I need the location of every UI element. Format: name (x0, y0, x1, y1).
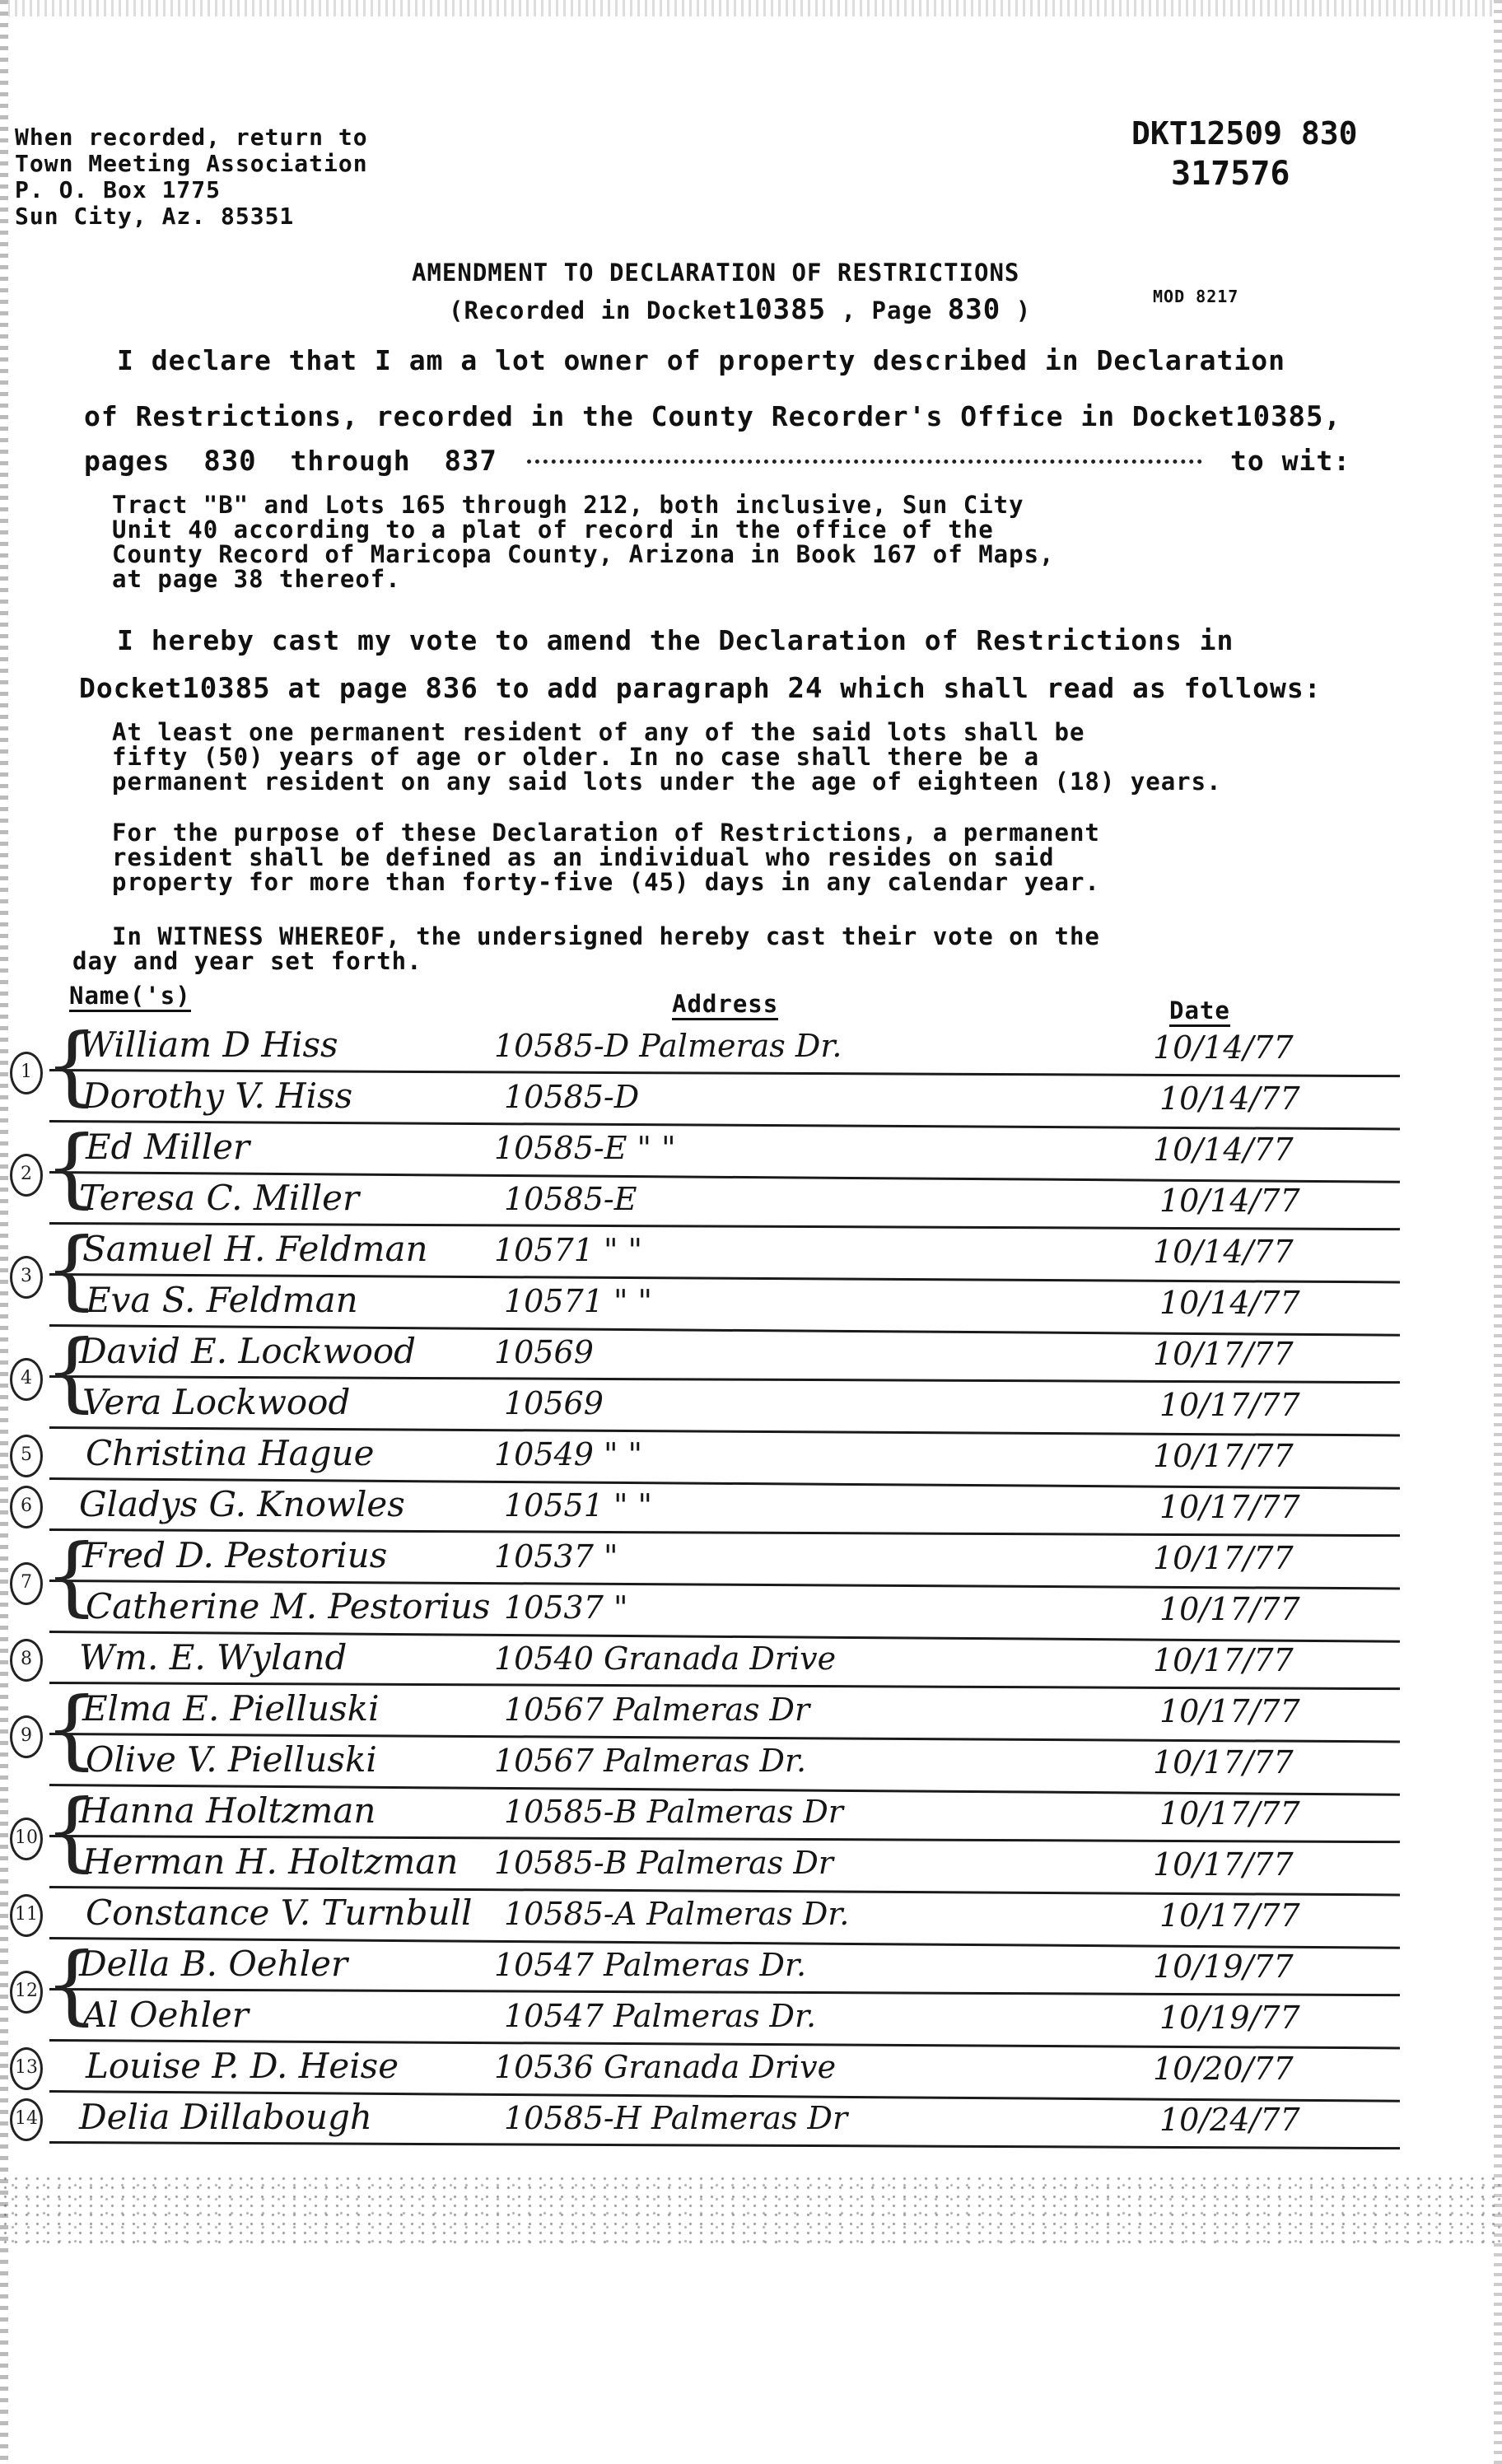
signature-date: 10/19/77 (1153, 1948, 1294, 1985)
signature-name: Delia Dillabough (79, 2097, 372, 2137)
column-date-header: Date (1169, 996, 1230, 1027)
signature-rule (49, 1120, 1400, 1130)
signature-date: 10/17/77 (1153, 1744, 1294, 1780)
signature-name: William D Hiss (79, 1024, 338, 1065)
document-subtitle (449, 293, 1031, 326)
return-to-line-3: P. O. Box 1775 (15, 176, 222, 203)
signature-address: 10571 " " (504, 1283, 652, 1319)
signature-name: Vera Lockwood (82, 1382, 351, 1422)
declaration-line-3 (84, 445, 497, 478)
couple-brace: { (44, 1321, 100, 1421)
signature-date: 10/17/77 (1153, 1540, 1294, 1576)
couple-brace: { (44, 1780, 100, 1881)
recording-number: 317576 (1171, 155, 1290, 193)
scan-noise (0, 2174, 1502, 2248)
group-number-marker: 8 (10, 1639, 43, 1682)
signature-date: 10/20/77 (1153, 2051, 1294, 2087)
signature-address: 10540 Granada Drive (494, 1640, 837, 1677)
scan-edge-right (1494, 0, 1502, 2464)
group-number-marker: 9 (10, 1715, 43, 1758)
para24-line-3: permanent resident on any said lots under the age of eighteen (18) years. (112, 768, 1222, 796)
signature-name: David E. Lockwood (79, 1331, 417, 1371)
definition-line-2: resident shall be defined as an individual who resides on said (112, 843, 1055, 871)
group-number-marker: 10 (10, 1818, 43, 1860)
pages-through: through (290, 445, 411, 477)
signature-address: 10549 " " (494, 1436, 642, 1472)
group-number-marker: 1 (10, 1052, 43, 1094)
signature-date: 10/14/77 (1159, 1183, 1300, 1219)
declaration-line-1: I declare that I am a lot owner of property described in Declaration (117, 344, 1286, 376)
signature-date: 10/17/77 (1159, 1693, 1300, 1729)
signature-address: 10537 " (504, 1589, 628, 1626)
signature-address: 10569 (504, 1385, 604, 1421)
witness-line-2: day and year set forth. (72, 947, 422, 975)
column-name-header: Name('s) (69, 982, 191, 1012)
signature-name: Olive V. Pielluski (86, 1739, 377, 1780)
vote-line-2-end: which shall read as follows: (840, 672, 1322, 704)
signature-address: 10536 Granada Drive (494, 2049, 837, 2085)
return-to-line-1: When recorded, return to (15, 124, 368, 151)
signature-name: Samuel H. Feldman (82, 1229, 428, 1269)
return-to-line-4: Sun City, Az. 85351 (15, 203, 295, 230)
definition-line-3: property for more than forty-five (45) days in any calendar year. (112, 868, 1100, 896)
declaration-line-2 (84, 400, 1341, 433)
signature-address: 10585-B Palmeras Dr (504, 1794, 843, 1830)
signature-address: 10585-E (504, 1181, 637, 1217)
subtitle-page-label: , Page (841, 296, 933, 324)
signature-address: 10585-H Palmeras Dr (504, 2100, 848, 2136)
definition-line-1: For the purpose of these Declaration of Restrictions, a permanent (112, 819, 1100, 847)
para24-line-1: At least one permanent resident of any of the said lots shall be (112, 718, 1085, 746)
signature-date: 10/17/77 (1159, 1489, 1300, 1525)
signature-address: 10547 Palmeras Dr. (504, 1998, 817, 2034)
signature-rule (49, 2141, 1400, 2149)
signature-name: Herman H. Holtzman (82, 1841, 459, 1882)
witness-line-1: In WITNESS WHEREOF, the undersigned hereby cast their vote on the (112, 922, 1100, 950)
small-stamp: MOD 8217 (1153, 287, 1239, 306)
signature-date: 10/17/77 (1153, 1846, 1294, 1883)
signature-date: 10/19/77 (1159, 2000, 1300, 2036)
legal-line-3: County Record of Maricopa County, Arizona in Book 167 of Maps, (112, 540, 1055, 568)
signature-date: 10/17/77 (1153, 1642, 1294, 1678)
subtitle-close: ) (1015, 296, 1032, 324)
signature-address: 10551 " " (504, 1487, 652, 1524)
signature-name: Ed Miller (86, 1127, 250, 1167)
scan-edge-top (0, 0, 1502, 16)
legal-line-1: Tract "B" and Lots 165 through 212, both inclusive, Sun City (112, 491, 1024, 519)
subtitle-docket: 10385 (737, 293, 827, 326)
return-to-line-2: Town Meeting Association (15, 150, 368, 177)
docket-stamp: DKT12509 830 (1131, 115, 1358, 152)
signature-date: 10/17/77 (1159, 1795, 1300, 1832)
couple-brace: { (44, 1678, 100, 1779)
signature-address: 10585-B Palmeras Dr (494, 1845, 833, 1881)
signature-date: 10/17/77 (1159, 1387, 1300, 1423)
vote-docket-label: Docket (79, 672, 183, 704)
group-number-marker: 13 (10, 2047, 43, 2090)
signature-name: Teresa C. Miller (79, 1178, 360, 1218)
signature-address: 10567 Palmeras Dr. (494, 1743, 807, 1779)
group-number-marker: 14 (10, 2098, 43, 2141)
group-number-marker: 2 (10, 1154, 43, 1197)
vote-page: 836 (425, 672, 478, 705)
group-number-marker: 11 (10, 1894, 43, 1937)
signature-date: 10/24/77 (1159, 2102, 1300, 2138)
pages-label: pages (84, 445, 170, 477)
vote-paragraph: 24 (787, 672, 823, 705)
signature-rule (49, 1988, 1400, 1996)
legal-line-2: Unit 40 according to a plat of record in the office of the (112, 516, 994, 544)
signature-name: Fred D. Pestorius (82, 1535, 388, 1575)
group-number-marker: 4 (10, 1358, 43, 1401)
signature-address: 10585-D (504, 1079, 640, 1115)
signature-address: 10585-D Palmeras Dr. (494, 1028, 842, 1064)
signature-name: Hanna Holtzman (79, 1790, 376, 1831)
signature-name: Wm. E. Wyland (79, 1637, 348, 1678)
couple-brace: { (44, 1015, 100, 1115)
signature-name: Gladys G. Knowles (79, 1484, 405, 1524)
pages-to: 837 (444, 445, 497, 478)
signature-address: 10585-A Palmeras Dr. (504, 1896, 850, 1932)
scan-edge-left (0, 0, 8, 2464)
signature-name: Elma E. Pielluski (82, 1688, 380, 1729)
vote-line-1: I hereby cast my vote to amend the Declaration of Restrictions in (117, 624, 1234, 656)
signature-name: Al Oehler (82, 1995, 249, 2035)
vote-page-label: at page (287, 672, 408, 704)
signature-date: 10/17/77 (1153, 1336, 1294, 1372)
group-number-marker: 7 (10, 1562, 43, 1605)
group-number-marker: 6 (10, 1486, 43, 1528)
signature-name: Christina Hague (86, 1433, 375, 1473)
signature-date: 10/14/77 (1153, 1029, 1294, 1066)
legal-line-4: at page 38 thereof. (112, 565, 401, 593)
subtitle-text: (Recorded in Docket (449, 296, 738, 324)
signature-name: Catherine M. Pestorius (86, 1586, 491, 1626)
column-address-header: Address (672, 990, 778, 1020)
signature-date: 10/14/77 (1159, 1285, 1300, 1321)
signature-address: 10547 Palmeras Dr. (494, 1947, 807, 1983)
dot-leader (527, 460, 1202, 464)
signature-date: 10/17/77 (1159, 1591, 1300, 1627)
to-wit: to wit: (1230, 445, 1351, 477)
signature-name: Dorothy V. Hiss (82, 1076, 353, 1116)
couple-brace: { (44, 1934, 100, 2034)
subtitle-page: 830 (947, 293, 1001, 326)
vote-line-2 (79, 672, 1322, 705)
signature-date: 10/14/77 (1159, 1080, 1300, 1117)
vote-paragraph-label: to add paragraph (495, 672, 771, 704)
signature-name: Louise P. D. Heise (86, 2046, 399, 2086)
signature-date: 10/17/77 (1159, 1897, 1300, 1934)
signature-address: 10567 Palmeras Dr (504, 1692, 810, 1728)
declaration-line-2-text: of Restrictions, recorded in the County Recorder's Office in Docket (84, 400, 1236, 432)
group-number-marker: 5 (10, 1435, 43, 1477)
para24-line-2: fifty (50) years of age or older. In no case shall there be a (112, 743, 1040, 771)
document-title: AMENDMENT TO DECLARATION OF RESTRICTIONS (412, 259, 1020, 287)
signature-date: 10/14/77 (1153, 1132, 1294, 1168)
couple-brace: { (44, 1525, 100, 1626)
couple-brace: { (44, 1117, 100, 1217)
signature-date: 10/17/77 (1153, 1438, 1294, 1474)
declaration-docket: 10385, (1235, 400, 1341, 433)
pages-from: 830 (203, 445, 257, 478)
vote-docket: 10385 (182, 672, 271, 705)
signature-address: 10569 (494, 1334, 594, 1370)
group-number-marker: 3 (10, 1256, 43, 1299)
signature-name: Constance V. Turnbull (86, 1892, 473, 1933)
signature-address: 10585-E " " (494, 1130, 676, 1166)
group-number-marker: 12 (10, 1971, 43, 2014)
signature-name: Eva S. Feldman (86, 1280, 358, 1320)
signature-address: 10537 " (494, 1538, 618, 1575)
couple-brace: { (44, 1219, 100, 1319)
signature-address: 10571 " " (494, 1232, 642, 1268)
signature-date: 10/14/77 (1153, 1234, 1294, 1270)
signature-name: Della B. Oehler (79, 1944, 348, 1984)
